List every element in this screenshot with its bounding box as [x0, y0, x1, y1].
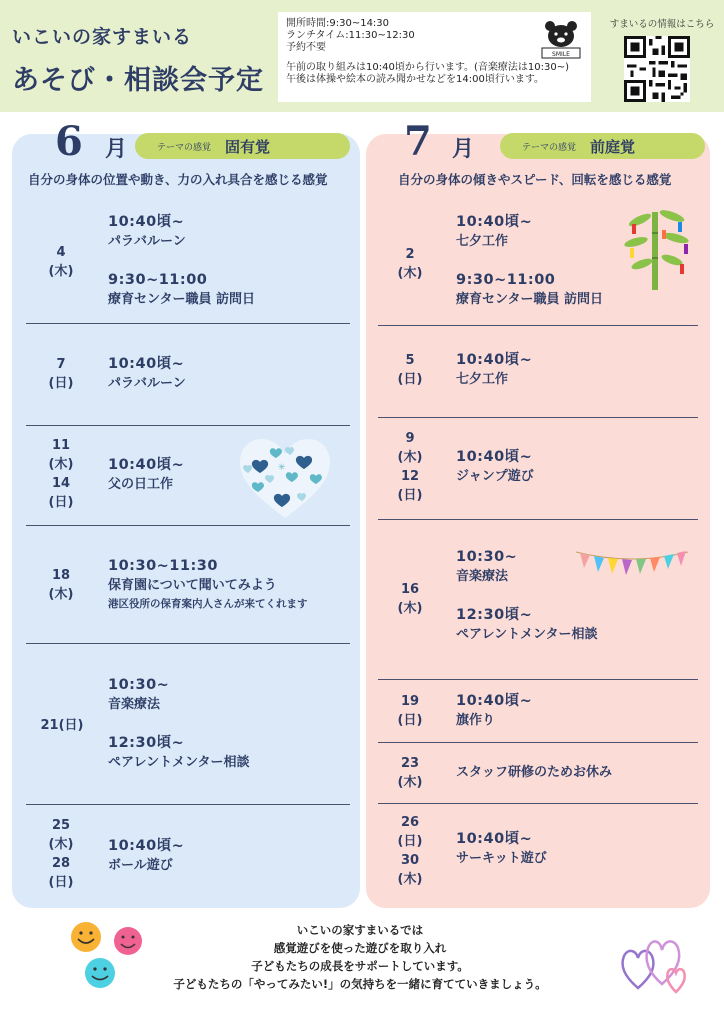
july-theme-name: 前庭覚	[590, 137, 636, 156]
info-note-afternoon: 午後は体操や絵本の読み聞かせなどを14:00頃行います。	[286, 74, 545, 85]
outline-hearts-icon	[618, 926, 696, 998]
row-day: 5 (日)	[397, 353, 423, 387]
july-month-label: 月	[452, 137, 475, 162]
qr-label: すまいるの情報はこちら	[609, 19, 715, 30]
row-day: 16 (木)	[397, 582, 423, 616]
july-row	[378, 326, 698, 418]
header-banner	[0, 0, 724, 112]
info-hours: 開所時間:9:30~14:30	[286, 18, 390, 29]
july-row	[378, 520, 698, 680]
heart-decoration-icon	[238, 436, 332, 522]
july-month-number: 7	[404, 118, 432, 165]
row-content: 10:40頃~ パラバルーン 9:30~11:00 療育センター職員 訪問日	[108, 214, 256, 307]
row-content: 10:40頃~ 父の日工作	[108, 457, 185, 492]
row-content: 10:30~ 音楽療法 12:30頃~ ペアレントメンター相談	[108, 677, 250, 770]
row-day: 23 (木)	[397, 756, 423, 790]
row-day: 18 (木)	[48, 568, 74, 602]
june-description: 自分の身体の位置や動き、力の入れ具合を感じる感覚	[28, 172, 328, 187]
row-day: 4 (木)	[48, 245, 74, 279]
june-row	[26, 526, 350, 644]
june-row	[26, 200, 350, 324]
row-day: 21(日)	[40, 718, 84, 733]
july-theme-pill	[500, 133, 705, 159]
row-content: 10:30~11:30 保育園について聞いてみよう 港区役所の保育案内人さんが来てくれます	[108, 558, 308, 610]
row-day: 11 (木) 14 (日)	[48, 438, 74, 510]
july-row	[378, 804, 698, 900]
row-content: 10:40頃~ サーキット遊び	[456, 831, 547, 866]
row-content: 10:40頃~ 七夕工作	[456, 352, 533, 387]
footer-message: いこいの家すまいるでは 感覚遊びを使った遊びを取り入れ 子どもたちの成長をサポートしています。 子どもたちの「やってみたい!」の気持ちを一緒に育てていきましょう。	[173, 923, 547, 991]
logo-text: SMILE	[552, 51, 570, 58]
bear-logo-icon	[538, 18, 584, 62]
bunting-flags-icon	[574, 546, 690, 582]
july-row	[378, 680, 698, 743]
qr-code-icon[interactable]	[624, 36, 690, 102]
row-day: 26 (日) 30 (木)	[397, 815, 423, 887]
svg-text:✳: ✳	[278, 463, 286, 473]
june-row	[26, 324, 350, 426]
june-month-label: 月	[105, 137, 128, 162]
june-row	[26, 644, 350, 805]
july-description: 自分の身体の傾きやスピード、回転を感じる感覚	[398, 172, 672, 187]
row-content: 10:40頃~ 旗作り	[456, 693, 533, 728]
june-theme-label: テーマの感覚	[157, 142, 212, 153]
july-theme-label: テーマの感覚	[522, 142, 577, 153]
row-content: 10:40頃~ 七夕工作 9:30~11:00 療育センター職員 訪問日	[456, 214, 604, 307]
row-day: 9 (木) 12 (日)	[397, 431, 423, 503]
info-note-morning: 午前の取り組みは10:40頃から行います。(音楽療法は10:30~)	[286, 62, 570, 73]
info-lunch: ランチタイム:11:30~12:30	[286, 30, 415, 41]
row-content: 10:40頃~ ボール遊び	[108, 838, 185, 873]
july-row	[378, 418, 698, 520]
row-content: 10:30~ 音楽療法 12:30頃~ ペアレントメンター相談	[456, 549, 598, 642]
page-title: あそび・相談会予定	[12, 65, 264, 96]
june-month-number: 6	[55, 118, 83, 165]
facility-name: いこいの家すまいる	[12, 26, 193, 48]
june-theme-name: 固有覚	[225, 137, 271, 156]
row-day: 25 (木) 28 (日)	[48, 818, 74, 890]
row-content: 10:40頃~ パラバルーン	[108, 356, 186, 391]
info-reservation: 予約不要	[286, 42, 326, 53]
july-row	[378, 743, 698, 804]
row-day: 7 (日)	[48, 357, 74, 391]
june-theme-pill	[135, 133, 350, 159]
row-content: スタッフ研修のためお休み	[456, 765, 613, 780]
row-content: 10:40頃~ ジャンプ遊び	[456, 449, 534, 484]
row-day: 2 (木)	[397, 247, 423, 281]
row-day: 19 (日)	[397, 694, 423, 728]
bamboo-tanabata-icon	[622, 202, 698, 292]
june-row	[26, 805, 350, 900]
